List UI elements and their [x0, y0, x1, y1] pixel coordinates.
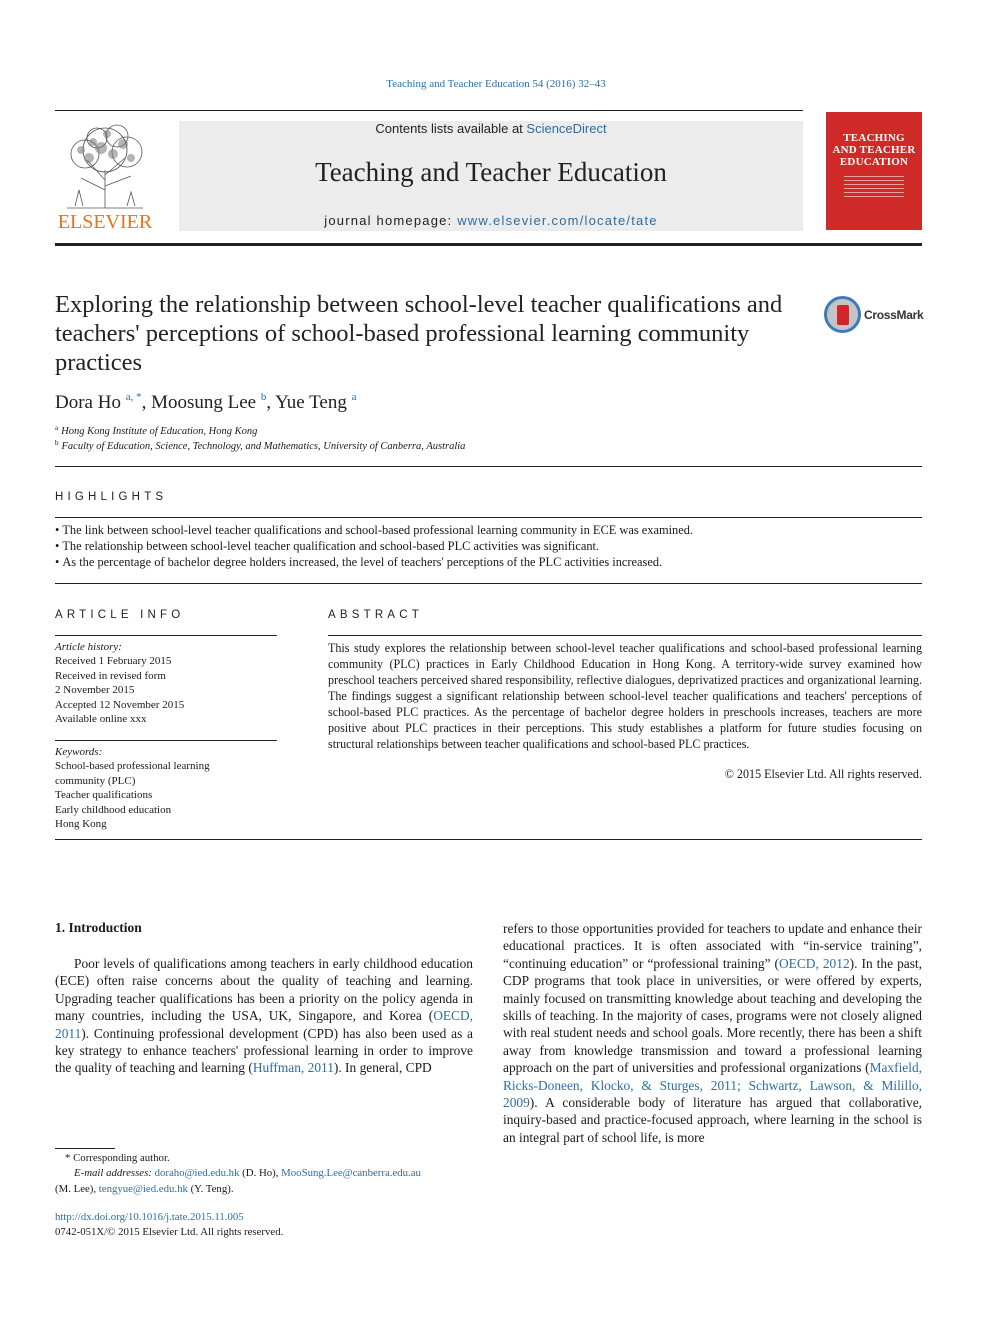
- section-rule: [328, 635, 922, 636]
- email-link[interactable]: doraho@ied.edu.hk: [154, 1167, 240, 1180]
- issn-copyright: 0742-051X/© 2015 Elsevier Ltd. All rights reserved.: [55, 1226, 284, 1238]
- article-history: [55, 640, 277, 726]
- crossmark-label: CrossMark: [864, 308, 924, 322]
- email-addresses: [55, 1166, 473, 1181]
- keyword: Teacher qualifications: [55, 789, 153, 802]
- corresponding-author-note: * Corresponding author.: [65, 1152, 170, 1164]
- section-rule: [55, 466, 922, 467]
- section-rule: [55, 839, 922, 840]
- doi-link[interactable]: http://dx.doi.org/10.1016/j.tate.2015.11.005: [55, 1211, 244, 1223]
- highlight-item: • The link between school-level teacher qualifications and school-based professional learning community in ECE was examined.: [55, 522, 922, 538]
- author-name[interactable]: Yue Teng: [275, 392, 347, 413]
- article-info-heading: ARTICLE INFO: [55, 609, 185, 621]
- body-text: ). A considerable body of literature has argued that collaborative, inquiry-based and practice-focused approach, where learning in the school is an integral part of school life, is more: [503, 1095, 922, 1145]
- cover-title: TEACHING AND TEACHER EDUCATION: [832, 132, 916, 168]
- email-link[interactable]: tengyue@ied.edu.hk: [98, 1182, 188, 1195]
- body-text: Poor levels of qualifications among teachers in early childhood education (ECE) often raise concerns about the quality of teaching and learning. Upgrading teacher qualifications has been a priority on the policy agenda in many countries, including the USA, UK, Singapore, and Korea (: [55, 956, 473, 1024]
- footnote-rule: [55, 1148, 115, 1149]
- elsevier-logo[interactable]: [55, 118, 155, 234]
- affiliation-marker: a: [55, 424, 59, 432]
- affiliation: [55, 424, 257, 437]
- journal-cover[interactable]: [826, 112, 922, 230]
- footnotes: [55, 1151, 473, 1197]
- author-affiliation-marker[interactable]: b: [260, 391, 267, 403]
- journal-header-box: [179, 121, 803, 231]
- homepage-line: [179, 213, 803, 228]
- contents-line: [179, 121, 803, 136]
- highlights-heading: HIGHLIGHTS: [55, 491, 168, 503]
- header-top-rule: [55, 110, 803, 111]
- affiliation: [55, 439, 465, 452]
- body-column-right: [503, 920, 922, 1146]
- citation-link[interactable]: Huffman, 2011: [252, 1060, 334, 1076]
- history-item: Available online xxx: [55, 713, 147, 726]
- body-text: ). In general, CPD: [333, 1060, 432, 1076]
- keyword: Hong Kong: [55, 818, 107, 831]
- section-heading-introduction: 1. Introduction: [55, 920, 142, 935]
- highlights-list: [55, 522, 922, 570]
- journal-reference[interactable]: Teaching and Teacher Education 54 (2016) 32–43: [386, 78, 606, 90]
- section-rule: [55, 517, 922, 518]
- header-bottom-rule: [55, 243, 922, 246]
- body-text: refers to those opportunities provided for teachers to update and enhance their educational practices. It is often associated with “in-service training”, “continuing education” or “professional training” (: [503, 921, 922, 971]
- section-rule: [55, 740, 277, 741]
- author-name[interactable]: Moosung Lee: [151, 392, 257, 413]
- elsevier-wordmark: ELSEVIER: [57, 211, 153, 233]
- highlight-item: • The relationship between school-level teacher qualification and school-based PLC activities was significant.: [55, 538, 922, 554]
- body-column-left: [55, 955, 473, 1077]
- elsevier-tree-icon: [57, 120, 153, 210]
- author-affiliation-marker[interactable]: a: [351, 391, 357, 403]
- email-label: E-mail addresses:: [74, 1167, 155, 1180]
- citation-link[interactable]: Maxfield, Ricks-Doneen, Klocko, & Sturges, 2011; Schwartz, Lawson, & Milillo, 2009: [503, 1060, 922, 1111]
- affiliation-text: Faculty of Education, Science, Technology, and Mathematics, University of Canberra, Australia: [61, 441, 466, 452]
- crossmark-icon: [824, 296, 861, 333]
- sciencedirect-link[interactable]: ScienceDirect: [526, 121, 607, 136]
- article-title: Exploring the relationship between school-level teacher qualifications and teachers' perceptions of school-based professional learning community practices: [55, 291, 783, 376]
- email-owner: (M. Lee),: [55, 1182, 99, 1195]
- section-rule: [55, 583, 922, 584]
- author-name[interactable]: Dora Ho: [55, 392, 121, 413]
- email-link[interactable]: MooSung.Lee@canberra.edu.au: [281, 1167, 421, 1180]
- history-item: 2 November 2015: [55, 684, 135, 697]
- body-text: ). Continuing professional development (CPD) has also been used as a key strategy to enhance teachers' professional learning in order to improve the quality of teaching and learning (: [55, 1025, 473, 1076]
- history-item: Received 1 February 2015: [55, 655, 172, 668]
- author-affiliation-marker[interactable]: a, *: [125, 391, 142, 403]
- email-owner: (D. Ho),: [239, 1167, 282, 1180]
- history-item: Received in revised form: [55, 669, 166, 682]
- abstract-heading: ABSTRACT: [328, 609, 423, 621]
- keyword: Early childhood education: [55, 803, 172, 816]
- affiliation-text: Hong Kong Institute of Education, Hong Kong: [61, 426, 258, 437]
- journal-title: Teaching and Teacher Education: [315, 157, 667, 187]
- highlight-item: • As the percentage of bachelor degree holders increased, the level of teachers' perceptions of the PLC activities increased.: [55, 554, 922, 570]
- section-rule: [55, 635, 277, 636]
- homepage-prefix: journal homepage:: [324, 213, 458, 228]
- affiliation-marker: b: [55, 439, 59, 447]
- author-list: Dora Ho $^{a, *}$, Moosung Lee $^b$, Yue Teng $^a$: [55, 391, 357, 413]
- contents-prefix: Contents lists available at: [375, 121, 527, 136]
- body-text: ). In the past, CDP programs that took place in universities, or were offered by experts, mainly focused on transmitting knowledge about teaching and developing the skills of teaching. In the majority of cases, programs were not closely aligned with real student needs and school goals. More recently, there has been a shift away from knowledge transmission and toward a professional learning approach on the part of universities and professional organizations (: [503, 955, 922, 1076]
- homepage-link[interactable]: www.elsevier.com/locate/tate: [457, 213, 658, 228]
- keyword: School-based professional learning: [55, 760, 210, 773]
- abstract-text: This study explores the relationship between school-level teacher qualifications and school-based professional learning community (PLC) practices in Early Childhood Education in Hong Kong. A territory-wide survey examined how preschool teachers perceived shared responsibility, reflective dialogues, deprivatized practices and organizational learning. The findings suggest a significant relationship between school-level teacher qualifications and teachers' perceptions of school-based PLC practices. As the percentage of bachelor degree holders in preschools increases, teachers are more positive about PLC practices in their perceptions. This study establishes a platform for future studies focusing on structural relationships between teacher qualifications and school-based PLC practices.: [328, 641, 922, 751]
- email-owner: (Y. Teng).: [187, 1182, 234, 1195]
- keywords: [55, 745, 277, 831]
- history-item: Accepted 12 November 2015: [55, 698, 185, 711]
- crossmark-badge[interactable]: [824, 296, 924, 336]
- keyword: community (PLC): [55, 774, 136, 787]
- cover-decoration: [830, 176, 918, 197]
- citation-link[interactable]: OECD, 2012: [779, 955, 850, 971]
- history-label: Article history:: [55, 641, 122, 653]
- email-addresses-cont: [55, 1182, 473, 1197]
- keywords-label: Keywords:: [55, 746, 103, 758]
- citation-link[interactable]: OECD, 2011: [55, 1008, 473, 1041]
- abstract-copyright: © 2015 Elsevier Ltd. All rights reserved.: [724, 767, 922, 781]
